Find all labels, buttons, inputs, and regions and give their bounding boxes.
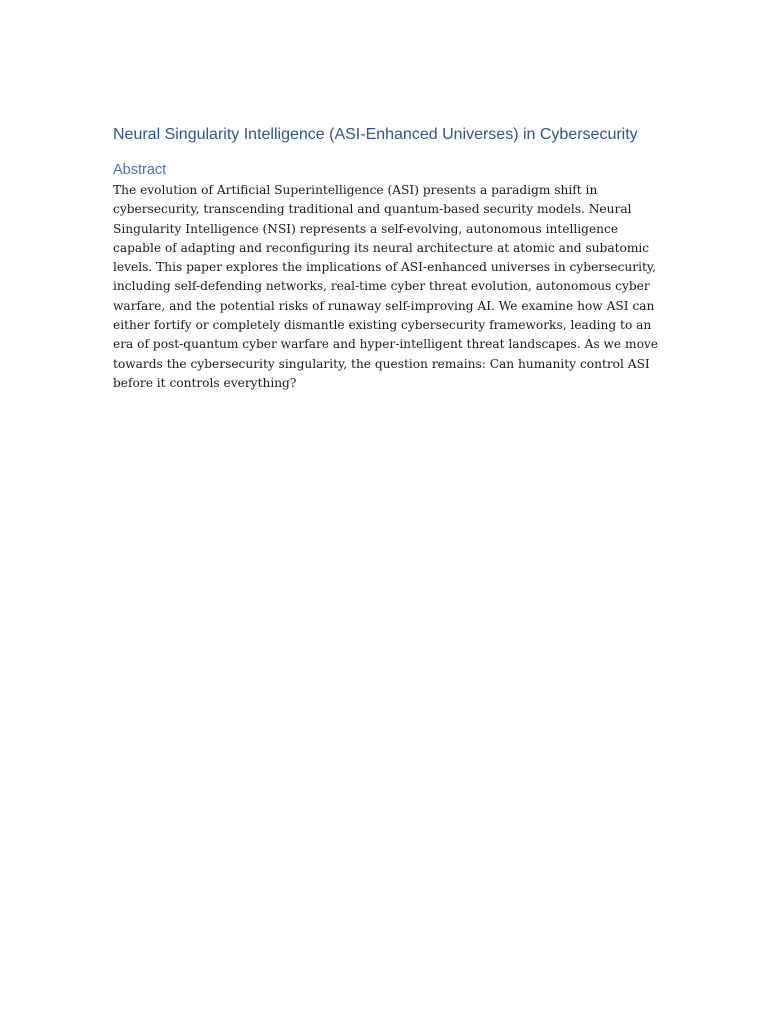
document-title: Neural Singularity Intelligence (ASI-Enhanced Universes) in Cybersecurity — [113, 126, 638, 143]
abstract-heading: Abstract — [113, 162, 167, 178]
abstract-section — [113, 160, 658, 393]
abstract-paragraph: The evolution of Artificial Superintelligence (ASI) presents a paradigm shift in cybersecurity, transcending traditional and quantum-based security models. Neural Singularity Intelligence (NSI) represents a self-evolving, autonomous intelligence capable of adapting and reconfiguring its neural architecture at atomic and subatomic levels. This paper explores the implications of ASI-enhanced universes in cybersecurity, including self-defending networks, real-time cyber threat evolution, autonomous cyber warfare, and the potential risks of runaway self-improving AI. We examine how ASI can either fortify or completely dismantle existing cybersecurity frameworks, leading to an era of post-quantum cyber warfare and hyper-intelligent threat landscapes. As we move towards the cybersecurity singularity, the question remains: Can humanity control ASI before it controls everything? — [113, 183, 659, 390]
document-content — [113, 124, 658, 393]
